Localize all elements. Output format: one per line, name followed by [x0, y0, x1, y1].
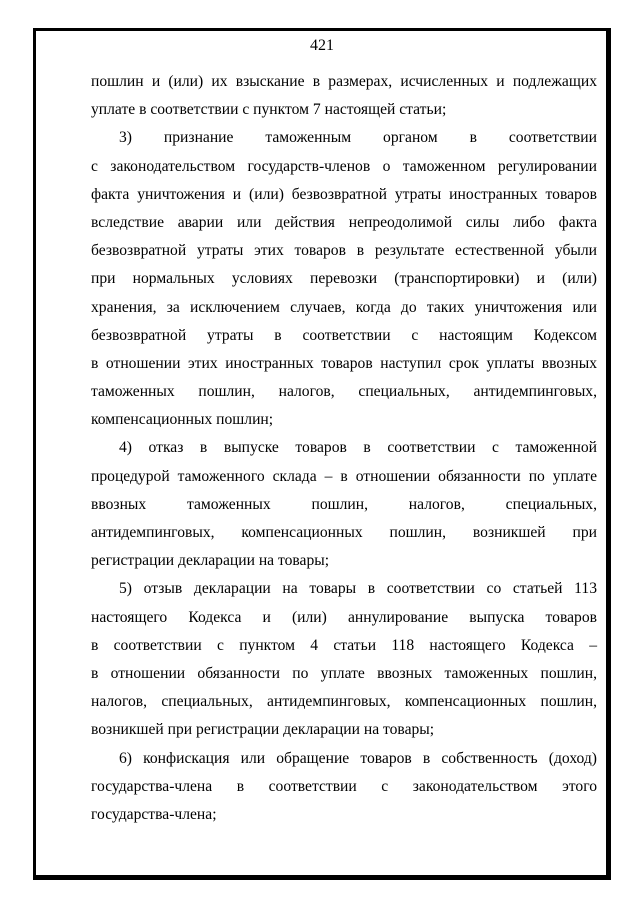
text-line: при нормальных условиях перевозки (транспортировки) и (или): [91, 270, 597, 288]
text-line: компенсационных пошлин;: [91, 411, 274, 429]
document-body: [91, 68, 597, 829]
text-line: уплате в соответствии с пунктом 7 настоящей статьи;: [91, 101, 447, 119]
text-line: ввозных таможенных пошлин, налогов, специальных,: [91, 495, 597, 513]
text-line: факта уничтожения и (или) безвозвратной утраты иностранных товаров: [91, 185, 597, 203]
text-line: настоящего Кодекса и (или) аннулирование выпуска товаров: [91, 608, 597, 626]
text-line: государства-члена;: [91, 805, 217, 823]
text-line: 3) признание таможенным органом в соответствии: [119, 129, 597, 147]
text-line: безвозвратной утраты этих товаров в результате естественной убыли: [91, 242, 597, 260]
text-line: налогов, специальных, антидемпинговых, компенсационных пошлин,: [91, 693, 597, 711]
text-line: в отношении этих иностранных товаров наступил срок уплаты ввозных: [91, 354, 597, 372]
text-line: вследствие аварии или действия непреодолимой силы либо факта: [91, 213, 597, 231]
text-line: 6) конфискация или обращение товаров в собственность (доход): [119, 749, 597, 767]
text-line: 4) отказ в выпуске товаров в соответствии с таможенной: [119, 439, 597, 457]
text-line: антидемпинговых, компенсационных пошлин, возникшей при: [91, 524, 597, 541]
text-line: регистрации декларации на товары;: [91, 552, 330, 570]
text-line: в отношении обязанности по уплате ввозных таможенных пошлин,: [91, 664, 597, 682]
page-number: 421: [310, 37, 334, 54]
text-line: хранения, за исключением случаев, когда до таких уничтожения или: [91, 298, 597, 316]
text-line: в соответствии с пунктом 4 статьи 118 настоящего Кодекса –: [91, 636, 597, 654]
text-line: безвозвратной утраты в соответствии с настоящим Кодексом: [91, 326, 597, 344]
text-line: 5) отзыв декларации на товары в соответствии со статьей 113: [119, 580, 597, 598]
text-line: с законодательством государств-членов о таможенном регулировании: [91, 157, 597, 175]
text-line: процедурой таможенного склада – в отношении обязанности по уплате: [91, 467, 597, 485]
text-line: возникшей при регистрации декларации на товары;: [91, 721, 435, 739]
text-line: таможенных пошлин, налогов, специальных, антидемпинговых,: [91, 383, 597, 401]
text-line: пошлин и (или) их взыскание в размерах, исчисленных и подлежащих: [91, 73, 597, 90]
text-line: государства-члена в соответствии с законодательством этого: [91, 777, 597, 795]
